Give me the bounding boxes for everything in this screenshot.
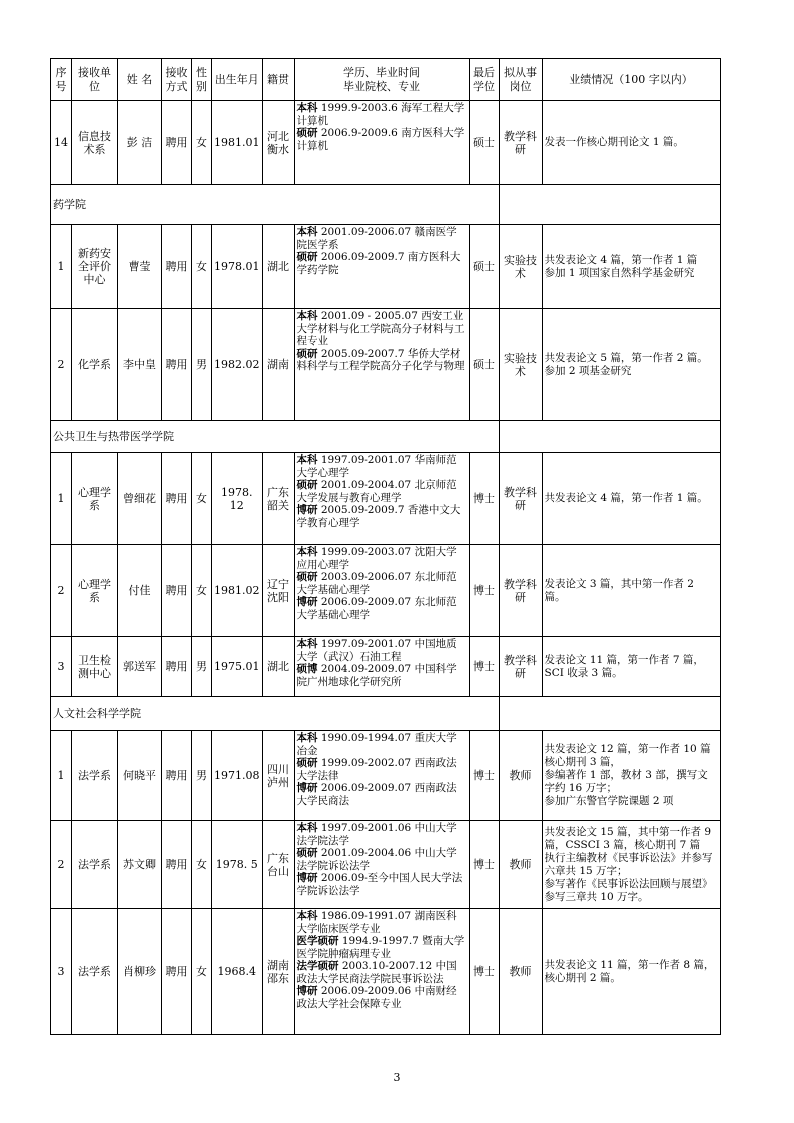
cell-degree: 博士 xyxy=(469,731,499,821)
table-row xyxy=(51,731,721,821)
cell-origin: 河北衡水 xyxy=(262,101,294,185)
education-level: 博研 xyxy=(296,782,318,794)
cell-sex: 男 xyxy=(192,731,212,821)
section-header-row xyxy=(51,697,721,731)
cell-origin: 湖北 xyxy=(262,637,294,697)
cell-performance: 共发表论文 4 篇，第一作者 1 篇。 xyxy=(542,453,720,545)
education-entry xyxy=(297,822,467,847)
cell-sex: 女 xyxy=(192,545,212,637)
cell-post: 实验技术 xyxy=(499,309,542,421)
cell-sex: 女 xyxy=(192,101,212,185)
cell-degree: 硕士 xyxy=(469,225,499,309)
education-level: 硕研 xyxy=(296,847,318,859)
section-title: 药学院 xyxy=(51,185,500,225)
education-level: 本科 xyxy=(296,546,318,558)
header-unit: 接收单位 xyxy=(72,59,118,101)
education-level: 硕研 xyxy=(296,127,318,139)
education-detail: 1990.09-1994.07 重庆大学冶金 xyxy=(296,732,457,757)
education-detail: 2006.09-2009.06 中南财经政法大学社会保障专业 xyxy=(296,985,457,1010)
section-blank-cell xyxy=(499,421,720,453)
header-method: 接收方式 xyxy=(162,59,192,101)
education-level: 本科 xyxy=(296,638,318,650)
section-header-row xyxy=(51,421,721,453)
table-row xyxy=(51,101,721,185)
cell-post: 教师 xyxy=(499,731,542,821)
education-entry xyxy=(297,251,467,276)
cell-sex: 男 xyxy=(192,637,212,697)
education-entry xyxy=(297,935,467,960)
education-detail: 1986.09-1991.07 湖南医科大学临床医学专业 xyxy=(296,910,457,935)
education-entry xyxy=(297,546,467,571)
education-entry xyxy=(297,102,467,127)
education-detail: 2003.10-2007.12 中国政法大学民商法学院民事诉讼法 xyxy=(296,960,457,985)
education-level: 博研 xyxy=(296,504,318,516)
education-entry xyxy=(297,638,467,663)
cell-performance: 共发表论文 5 篇，第一作者 2 篇。 参加 2 项基金研究 xyxy=(542,309,720,421)
education-detail: 2001.09-2004.07 北京师范大学发展与教育心理学 xyxy=(296,479,457,504)
education-entry xyxy=(297,847,467,872)
cell-degree: 博士 xyxy=(469,637,499,697)
education-entry xyxy=(297,571,467,596)
cell-no: 14 xyxy=(51,101,72,185)
section-header-row xyxy=(51,185,721,225)
education-detail: 2001.09-2004.06 中山大学法学院诉讼法学 xyxy=(296,847,457,872)
education-detail: 1997.09-2001.07 华南师范大学心理学 xyxy=(296,454,457,479)
cell-birth: 1981.02 xyxy=(212,545,263,637)
cell-education xyxy=(294,453,469,545)
cell-unit: 心理学系 xyxy=(72,545,118,637)
cell-origin: 湖北 xyxy=(262,225,294,309)
header-performance: 业绩情况（100 字以内） xyxy=(542,59,720,101)
education-detail: 2006.9-2009.6 南方医科大学计算机 xyxy=(296,127,465,152)
education-entry xyxy=(297,310,467,348)
education-level: 硕研 xyxy=(296,571,318,583)
table-row xyxy=(51,909,721,1035)
section-blank-cell xyxy=(499,185,720,225)
cell-method: 聘用 xyxy=(162,909,192,1035)
table-row xyxy=(51,309,721,421)
table-row xyxy=(51,545,721,637)
cell-no: 2 xyxy=(51,309,72,421)
cell-education xyxy=(294,225,469,309)
table-row xyxy=(51,453,721,545)
cell-no: 3 xyxy=(51,637,72,697)
education-detail: 2005.09-2007.7 华侨大学材料科学与工程学院高分子化学与物理 xyxy=(296,347,465,372)
cell-education xyxy=(294,309,469,421)
education-entry xyxy=(297,960,467,985)
cell-origin: 广东韶关 xyxy=(262,453,294,545)
cell-birth: 1978. 12 xyxy=(212,453,263,545)
cell-unit: 信息技术系 xyxy=(72,101,118,185)
education-level: 本科 xyxy=(296,102,318,114)
education-detail: 2006.09-至今中国人民大学法学院诉讼法学 xyxy=(296,872,463,897)
header-name: 姓 名 xyxy=(118,59,162,101)
cell-no: 1 xyxy=(51,731,72,821)
cell-education xyxy=(294,909,469,1035)
education-level: 博研 xyxy=(296,596,318,608)
education-level: 硕研 xyxy=(296,757,318,769)
cell-unit: 法学系 xyxy=(72,821,118,909)
education-level: 本科 xyxy=(296,310,318,322)
education-entry xyxy=(297,127,467,152)
education-detail: 2006.09-2009.07 东北师范大学基础心理学 xyxy=(296,596,457,621)
cell-unit: 法学系 xyxy=(72,909,118,1035)
education-level: 硕博 xyxy=(296,663,318,675)
cell-post: 教学科研 xyxy=(499,637,542,697)
education-detail: 2003.09-2006.07 东北师范大学基础心理学 xyxy=(296,571,457,596)
cell-name: 曾细花 xyxy=(118,453,162,545)
cell-education xyxy=(294,637,469,697)
cell-degree: 博士 xyxy=(469,821,499,909)
education-detail: 2001.09-2006.07 赣南医学院医学系 xyxy=(296,226,457,251)
cell-unit: 心理学系 xyxy=(72,453,118,545)
cell-origin: 辽宁沈阳 xyxy=(262,545,294,637)
cell-no: 1 xyxy=(51,453,72,545)
cell-method: 聘用 xyxy=(162,821,192,909)
cell-method: 聘用 xyxy=(162,637,192,697)
cell-degree: 博士 xyxy=(469,909,499,1035)
cell-birth: 1981.01 xyxy=(212,101,263,185)
cell-unit: 法学系 xyxy=(72,731,118,821)
cell-origin: 四川泸州 xyxy=(262,731,294,821)
education-entry xyxy=(297,479,467,504)
cell-origin: 湖南邵东 xyxy=(262,909,294,1035)
cell-post: 教学科研 xyxy=(499,101,542,185)
education-detail: 2006.09-2009.7 南方医科大学药学院 xyxy=(296,251,461,276)
header-no: 序号 xyxy=(51,59,72,101)
cell-method: 聘用 xyxy=(162,309,192,421)
header-degree: 最后学位 xyxy=(469,59,499,101)
cell-origin: 湖南 xyxy=(262,309,294,421)
cell-sex: 女 xyxy=(192,453,212,545)
cell-name: 付佳 xyxy=(118,545,162,637)
cell-no: 2 xyxy=(51,821,72,909)
cell-post: 教师 xyxy=(499,821,542,909)
cell-name: 苏文卿 xyxy=(118,821,162,909)
cell-performance: 共发表论文 4 篇，第一作者 1 篇 参加 1 项国家自然科学基金研究 xyxy=(542,225,720,309)
personnel-table xyxy=(50,58,721,1035)
section-title: 人文社会科学学院 xyxy=(51,697,500,731)
header-education: 学历、毕业时间 毕业院校、专业 xyxy=(294,59,469,101)
header-sex: 性别 xyxy=(192,59,212,101)
education-detail: 1999.09-2003.07 沈阳大学应用心理学 xyxy=(296,546,457,571)
cell-method: 聘用 xyxy=(162,101,192,185)
cell-birth: 1978.01 xyxy=(212,225,263,309)
cell-name: 肖柳珍 xyxy=(118,909,162,1035)
education-entry xyxy=(297,757,467,782)
cell-unit: 新药安全评价中心 xyxy=(72,225,118,309)
cell-education xyxy=(294,101,469,185)
cell-performance: 发表论文 3 篇，其中第一作者 2 篇。 xyxy=(542,545,720,637)
education-detail: 1997.09-2001.07 中国地质大学（武汉）石油工程 xyxy=(296,638,457,663)
cell-birth: 1978. 5 xyxy=(212,821,263,909)
education-entry xyxy=(297,596,467,621)
education-level: 博研 xyxy=(296,985,318,997)
cell-performance: 共发表论文 15 篇，其中第一作者 9 篇，CSSCI 3 篇，核心期刊 7 篇 执行主编教材《民事诉讼法》并参写六章共 15 万字； 参写著作《民事诉讼法回顾与展望》参写三章共 10 万字。 xyxy=(542,821,720,909)
header-post: 拟从事岗位 xyxy=(499,59,542,101)
cell-unit: 化学系 xyxy=(72,309,118,421)
education-level: 本科 xyxy=(296,454,318,466)
cell-name: 曹莹 xyxy=(118,225,162,309)
cell-performance: 共发表论文 11 篇，第一作者 8 篇， 核心期刊 2 篇。 xyxy=(542,909,720,1035)
cell-origin: 广东台山 xyxy=(262,821,294,909)
education-level: 硕研 xyxy=(296,251,318,263)
education-entry xyxy=(297,872,467,897)
cell-name: 李中皇 xyxy=(118,309,162,421)
cell-degree: 博士 xyxy=(469,453,499,545)
cell-sex: 女 xyxy=(192,821,212,909)
education-level: 本科 xyxy=(296,822,318,834)
cell-unit: 卫生检测中心 xyxy=(72,637,118,697)
education-entry xyxy=(297,732,467,757)
header-birth: 出生年月 xyxy=(212,59,263,101)
education-entry xyxy=(297,663,467,688)
education-entry xyxy=(297,985,467,1010)
education-level: 博研 xyxy=(296,872,318,884)
education-detail: 2004.09-2009.07 中国科学院广州地球化学研究所 xyxy=(296,663,457,688)
cell-name: 何晓平 xyxy=(118,731,162,821)
cell-degree: 硕士 xyxy=(469,101,499,185)
education-level: 法学硕研 xyxy=(296,960,339,972)
cell-name: 郭送军 xyxy=(118,637,162,697)
cell-post: 教学科研 xyxy=(499,453,542,545)
education-detail: 2005.09-2009.7 香港中文大学教育心理学 xyxy=(296,504,461,529)
cell-education xyxy=(294,731,469,821)
education-detail: 1994.9-1997.7 暨南大学医学院肿瘤病理专业 xyxy=(296,935,465,960)
education-entry xyxy=(297,782,467,807)
cell-sex: 女 xyxy=(192,909,212,1035)
cell-sex: 女 xyxy=(192,225,212,309)
cell-education xyxy=(294,821,469,909)
education-entry xyxy=(297,454,467,479)
cell-post: 教师 xyxy=(499,909,542,1035)
education-detail: 1997.09-2001.06 中山大学法学院法学 xyxy=(296,822,457,847)
cell-method: 聘用 xyxy=(162,731,192,821)
cell-performance: 共发表论文 12 篇，第一作者 10 篇 核心期刊 3 篇， 参编著作 1 部，教材 3 部，撰写文字约 16 万字； 参加广东警官学院课题 2 项 xyxy=(542,731,720,821)
cell-method: 聘用 xyxy=(162,453,192,545)
education-entry xyxy=(297,226,467,251)
education-entry xyxy=(297,910,467,935)
header-row xyxy=(51,59,721,101)
education-detail: 2001.09 - 2005.07 西安工业大学材料与化工学院高分子材料与工程专业 xyxy=(296,310,465,347)
section-title: 公共卫生与热带医学学院 xyxy=(51,421,500,453)
cell-degree: 硕士 xyxy=(469,309,499,421)
page-number: 3 xyxy=(393,1071,401,1084)
cell-sex: 男 xyxy=(192,309,212,421)
education-level: 硕研 xyxy=(296,479,318,491)
cell-no: 3 xyxy=(51,909,72,1035)
education-detail: 2006.09-2009.07 西南政法大学民商法 xyxy=(296,782,457,807)
cell-birth: 1971.08 xyxy=(212,731,263,821)
cell-method: 聘用 xyxy=(162,545,192,637)
header-origin: 籍贯 xyxy=(262,59,294,101)
cell-method: 聘用 xyxy=(162,225,192,309)
cell-name: 彭 洁 xyxy=(118,101,162,185)
education-level: 本科 xyxy=(296,226,318,238)
education-level: 本科 xyxy=(296,910,318,922)
cell-performance: 发表一作核心期刊论文 1 篇。 xyxy=(542,101,720,185)
education-level: 硕研 xyxy=(296,347,318,360)
education-level: 医学硕研 xyxy=(296,935,339,947)
education-entry xyxy=(297,504,467,529)
cell-performance: 发表论文 11 篇，第一作者 7 篇，SCI 收录 3 篇。 xyxy=(542,637,720,697)
table-row xyxy=(51,637,721,697)
education-detail: 1999.09-2002.07 西南政法大学法律 xyxy=(296,757,457,782)
table-row xyxy=(51,225,721,309)
cell-no: 1 xyxy=(51,225,72,309)
cell-birth: 1968.4 xyxy=(212,909,263,1035)
cell-education xyxy=(294,545,469,637)
cell-no: 2 xyxy=(51,545,72,637)
education-entry xyxy=(297,348,467,373)
cell-birth: 1975.01 xyxy=(212,637,263,697)
cell-post: 实验技术 xyxy=(499,225,542,309)
education-detail: 1999.9-2003.6 海军工程大学计算机 xyxy=(296,102,465,127)
education-level: 本科 xyxy=(296,732,318,744)
cell-birth: 1982.02 xyxy=(212,309,263,421)
cell-degree: 博士 xyxy=(469,545,499,637)
cell-post: 教学科研 xyxy=(499,545,542,637)
table-row xyxy=(51,821,721,909)
section-blank-cell xyxy=(499,697,720,731)
